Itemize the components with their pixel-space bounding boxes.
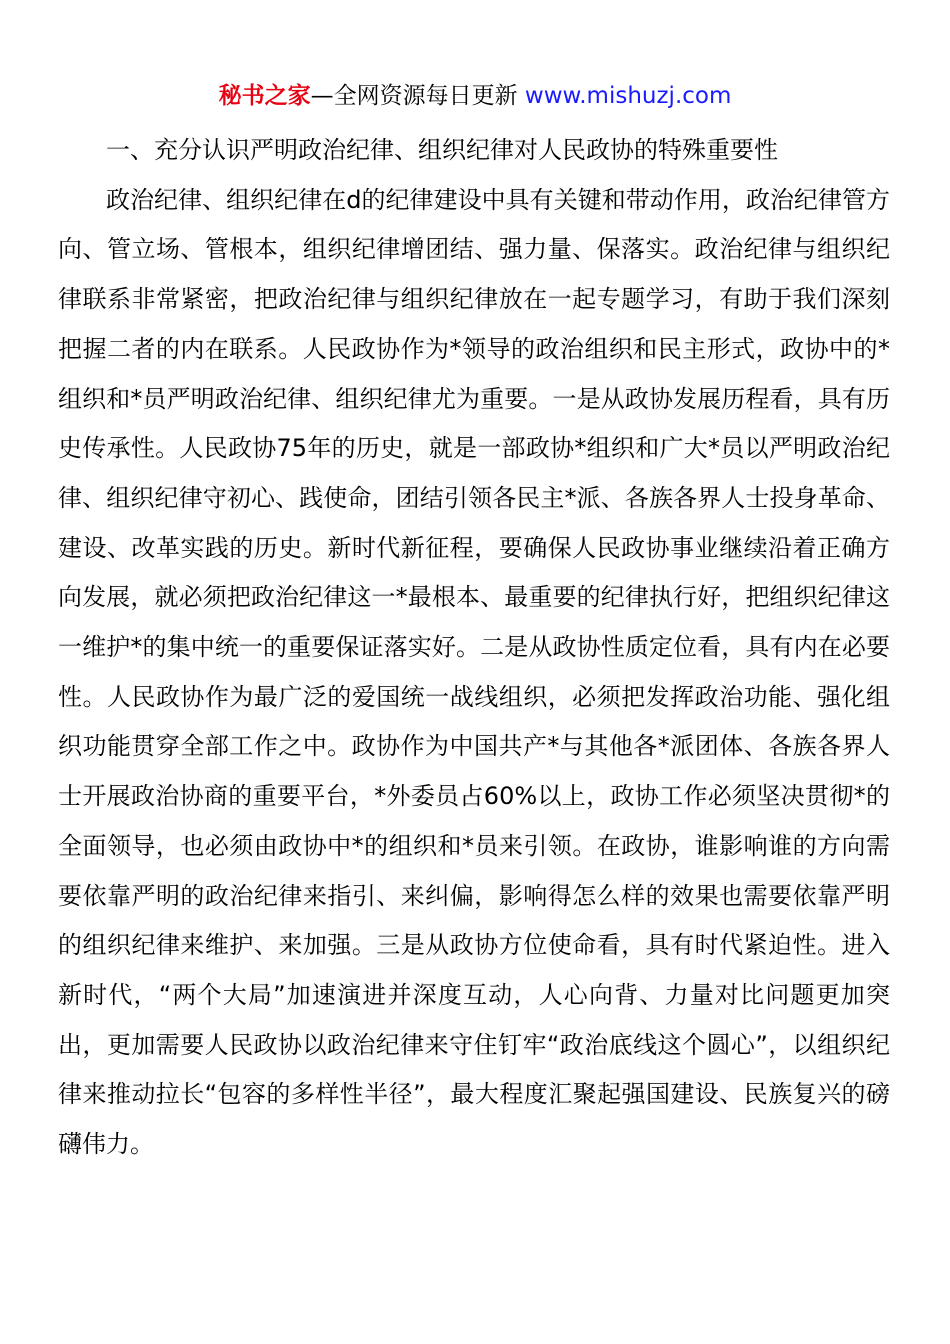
- brand-name: 秘书之家: [218, 83, 311, 109]
- article-body: [58, 126, 890, 1170]
- page-header: [0, 80, 950, 112]
- body-paragraph: 政治纪律、组织纪律在d的纪律建设中具有关键和带动作用，政治纪律管方向、管立场、管根本，组织纪律增团结、强力量、保落实。政治纪律与组织纪律联系非常紧密，把政治纪律与组织纪律放在一起专题学习，有助于我们深刻把握二者的内在联系。人民政协作为*领导的政治组织和民主形式，政协中的*组织和*员严明政治纪律、组织纪律尤为重要。一是从政协发展历程看，具有历史传承性。人民政协75年的历史，就是一部政协*组织和广大*员以严明政治纪律、组织纪律守初心、践使命，团结引领各民主*派、各族各界人士投身革命、建设、改革实践的历史。新时代新征程，要确保人民政协事业继续沿着正确方向发展，就必须把政治纪律这一*最根本、最重要的纪律执行好，把组织纪律这一维护*的集中统一的重要保证落实好。二是从政协性质定位看，具有内在必要性。人民政协作为最广泛的爱国统一战线组织，必须把发挥政治功能、强化组织功能贯穿全部工作之中。政协作为中国共产*与其他各*派团体、各族各界人士开展政治协商的重要平台，*外委员占60%以上，政协工作必须坚决贯彻*的全面领导，也必须由政协中*的组织和*员来引领。在政协，谁影响谁的方向需要依靠严明的政治纪律来指引、来纠偏，影响得怎么样的效果也需要依靠严明的组织纪律来维护、来加强。三是从政协方位使命看，具有时代紧迫性。进入新时代，“两个大局”加速演进并深度互动，人心向背、力量对比问题更加突出，更加需要人民政协以政治纪律来守住钉牢“政治底线这个圆心”，以组织纪律来推动拉长“包容的多样性半径”，最大程度汇聚起强国建设、民族复兴的磅礴伟力。: [58, 185, 890, 1159]
- section-heading: 一、充分认识严明政治纪律、组织纪律对人民政协的特殊重要性: [106, 136, 778, 164]
- site-url-link[interactable]: www.mishuzj.com: [524, 83, 732, 109]
- header-tagline: —全网资源每日更新: [310, 83, 525, 109]
